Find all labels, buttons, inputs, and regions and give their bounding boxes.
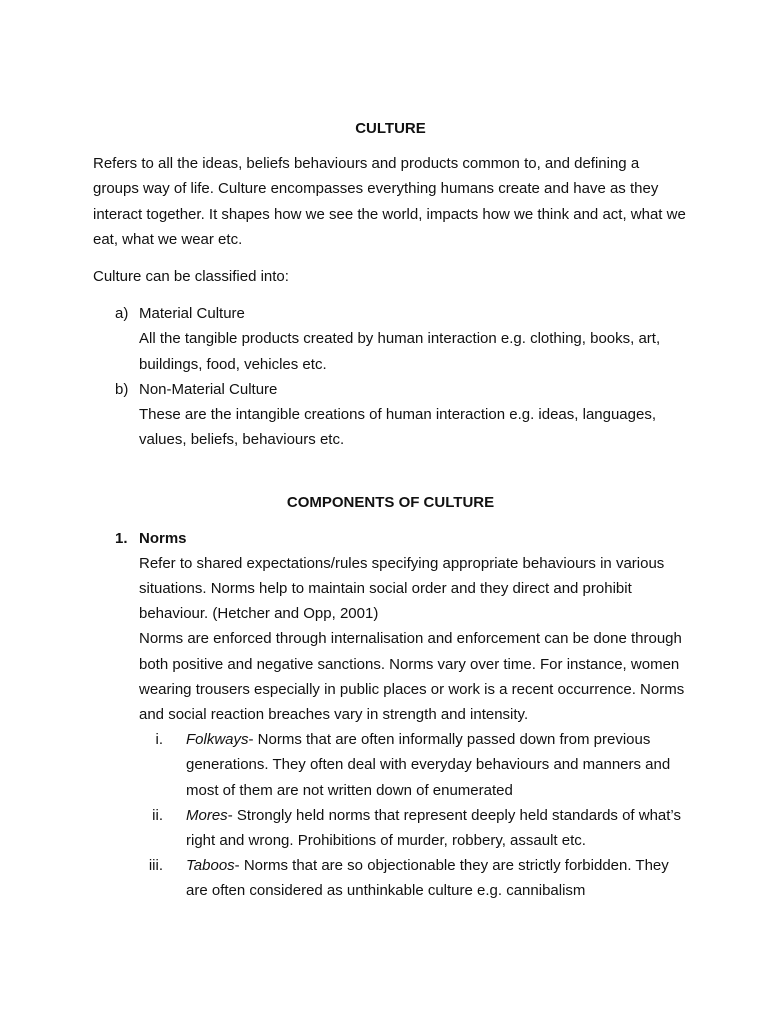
classification-item-non-material [93, 377, 688, 453]
page-title: CULTURE [355, 120, 426, 137]
norm-type-folkways [139, 727, 688, 803]
list-marker: iii. [148, 857, 163, 875]
classification-list [93, 301, 688, 452]
term-definition: - Norms that are often informally passed down from previous generations. They often deal with everyday behaviours and manners and most of them are not written down of enumerated [186, 731, 671, 799]
intro-paragraph: Refers to all the ideas, beliefs behaviours and products common to, and defining a groups way of life. Culture encompasses everything humans create and have as they interact together. It shapes how we see the world, impacts how we think and act, what we eat, what we wear etc. [93, 155, 686, 248]
classification-item-material [93, 301, 688, 377]
term-label: Taboos [186, 857, 235, 875]
component-title: Norms [139, 529, 187, 547]
norm-types-list [139, 727, 688, 903]
term-label: Mores [186, 806, 228, 824]
section-heading: COMPONENTS OF CULTURE [286, 494, 495, 512]
list-marker: b) [115, 380, 129, 398]
component-norms [93, 526, 688, 904]
classification-title: Material Culture [139, 305, 245, 323]
list-marker: a) [115, 305, 129, 323]
term-label: Folkways [186, 731, 249, 749]
classified-intro: Culture can be classified into: [93, 268, 289, 286]
norm-type-taboos [139, 853, 688, 903]
term-definition: - Strongly held norms that represent deeply held standards of what’s right and wrong. Prohibitions of murder, robbery, assault etc. [186, 806, 681, 850]
norms-paragraph-1: Refer to shared expectations/rules specifying appropriate behaviours in various situations. Norms help to maintain social order and they direct and prohibit behaviour. (Hetcher and Opp, 2001) [139, 554, 665, 623]
classification-text: These are the intangible creations of human interaction e.g. ideas, languages, values, beliefs, behaviours etc. [139, 406, 657, 449]
norm-type-mores [139, 803, 688, 853]
norms-paragraph-2: Norms are enforced through internalisation and enforcement can be done through both positive and negative sanctions. Norms vary over time. For instance, women wearing trousers especially in public places or work is a recent occurrence. Norms and social reaction breaches vary in strength and intensity. [139, 630, 685, 724]
classification-title: Non-Material Culture [139, 380, 278, 398]
list-marker: 1. [115, 529, 128, 547]
list-marker: i. [155, 731, 163, 749]
list-marker: ii. [152, 806, 163, 824]
classification-text: All the tangible products created by human interaction e.g. clothing, books, art, buildings, food, vehicles etc. [139, 330, 661, 373]
term-definition: - Norms that are so objectionable they are strictly forbidden. They are often considered as unthinkable culture e.g. cannibalism [186, 857, 669, 900]
